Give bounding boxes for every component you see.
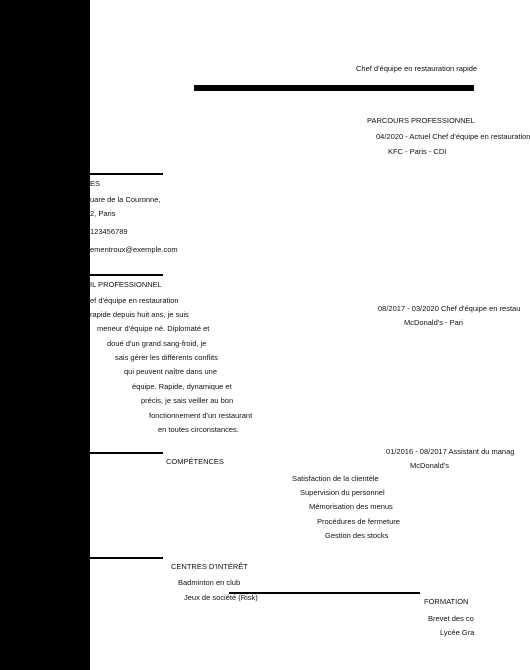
education-line: Lycée Gra bbox=[440, 628, 475, 637]
job-3-title: 01/2016 - 08/2017 Assistant du manag bbox=[386, 447, 515, 456]
interest-item: Badminton en club bbox=[178, 578, 241, 587]
education-line: Brevet des co bbox=[428, 614, 474, 623]
skill-item: Mémorisation des menus bbox=[309, 502, 393, 511]
profile-heading: IL PROFESSIONNEL bbox=[90, 280, 162, 289]
job-3-company: McDonald's bbox=[410, 461, 449, 470]
interests-rule bbox=[90, 557, 163, 559]
contact-email: ementroux@exemple.com bbox=[90, 245, 178, 254]
header-rule bbox=[194, 85, 474, 91]
profile-line: ef d'équipe en restauration bbox=[90, 296, 179, 305]
education-heading: FORMATION bbox=[424, 597, 469, 606]
profile-line: précis, je sais veiller au bon bbox=[141, 396, 234, 405]
job-2-title: 08/2017 - 03/2020 Chef d'équipe en restau bbox=[378, 304, 521, 313]
skill-item: Supervision du personnel bbox=[300, 488, 385, 497]
contact-address-1: uare de la Couronne, bbox=[90, 195, 161, 204]
profile-line: rapide depuis huit ans, je suis bbox=[90, 310, 189, 319]
sidebar-band bbox=[0, 0, 90, 670]
profile-line: doué d'un grand sang-froid, je bbox=[107, 339, 207, 348]
contact-phone: 123456789 bbox=[90, 227, 128, 236]
profile-line: équipe. Rapide, dynamique et bbox=[132, 382, 232, 391]
profile-line: meneur d'équipe né. Diplomaté et bbox=[97, 324, 210, 333]
contact-rule bbox=[90, 173, 163, 175]
profile-line: en toutes circonstances. bbox=[158, 425, 239, 434]
skill-item: Gestion des stocks bbox=[325, 531, 389, 540]
career-heading: PARCOURS PROFESSIONNEL bbox=[367, 116, 475, 125]
interests-heading: CENTRES D'INTÉRÊT bbox=[171, 562, 248, 571]
profile-line: sais gérer les différents conflits bbox=[115, 353, 218, 362]
profile-line: fonctionnement d'un restaurant bbox=[149, 411, 253, 420]
skill-item: Procédures de fermeture bbox=[317, 517, 400, 526]
job-2-company: McDonald's - Pari bbox=[404, 318, 463, 327]
interest-item: Jeux de société (Risk) bbox=[184, 593, 258, 602]
job-1-company: KFC - Paris - CDI bbox=[388, 147, 447, 156]
profile-rule bbox=[90, 274, 163, 276]
job-title: Chef d'équipe en restauration rapide bbox=[356, 64, 478, 73]
skills-rule bbox=[90, 452, 163, 454]
contact-heading: ES bbox=[90, 179, 101, 188]
skills-heading: COMPÉTENCES bbox=[166, 457, 224, 466]
job-1-title: 04/2020 - Actuel Chef d'équipe en restauration bbox=[376, 132, 530, 141]
contact-address-2: 2, Paris bbox=[90, 209, 116, 218]
skill-item: Satisfaction de la clientèle bbox=[292, 474, 379, 483]
profile-line: qui peuvent naître dans une bbox=[124, 367, 217, 376]
education-rule bbox=[229, 592, 420, 594]
